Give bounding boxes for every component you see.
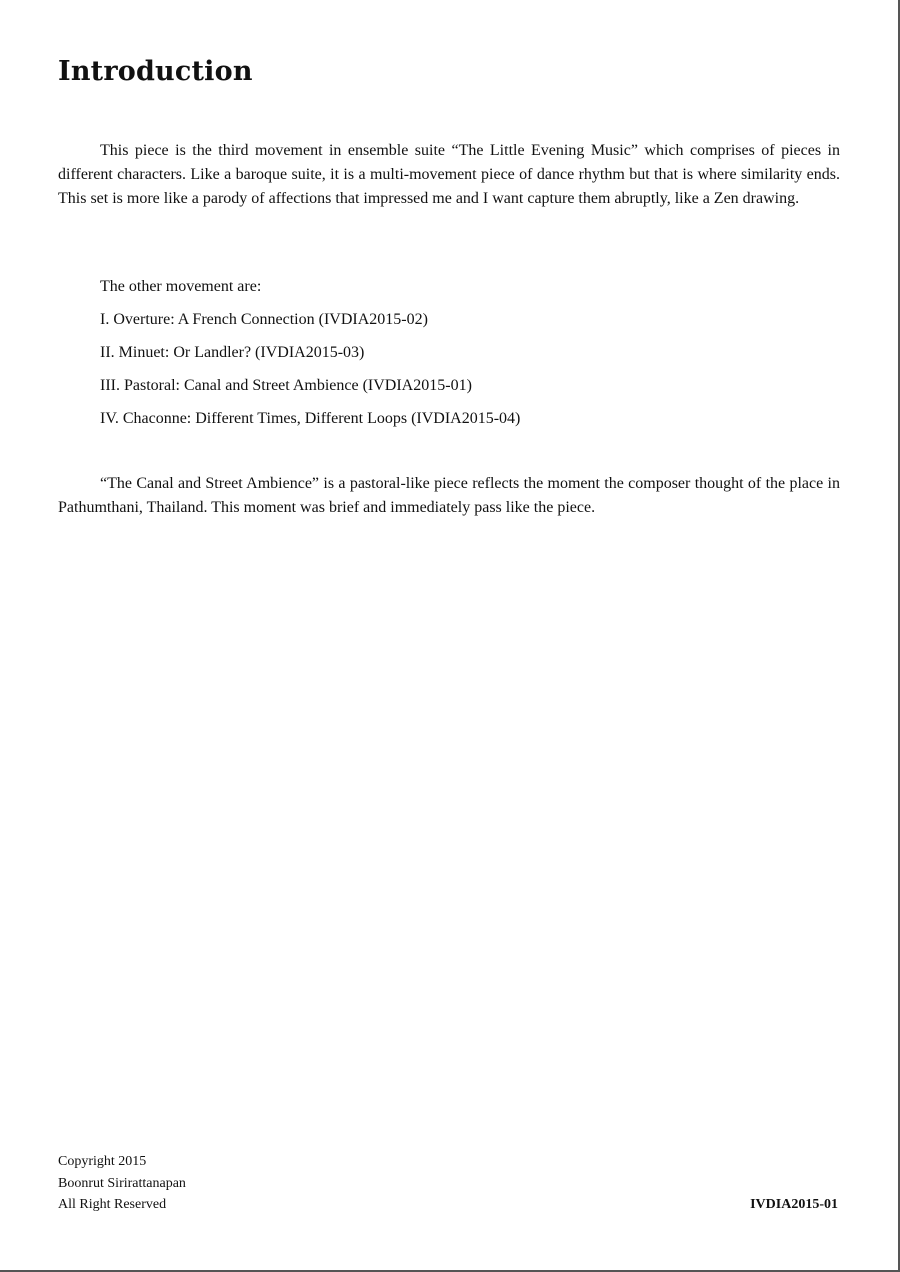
page-title: Introduction — [58, 56, 253, 87]
list-item: I. Overture: A French Connection (IVDIA2015-02) — [100, 311, 428, 328]
list-item: III. Pastoral: Canal and Street Ambience (IVDIA2015-01) — [100, 377, 472, 394]
copyright-line: Copyright 2015 — [58, 1154, 147, 1169]
rights-line: All Right Reserved — [58, 1197, 167, 1212]
list-item: II. Minuet: Or Landler? (IVDIA2015-03) — [100, 344, 365, 361]
list-item: IV. Chaconne: Different Times, Different Loops (IVDIA2015-04) — [100, 410, 521, 427]
movements-intro: The other movement are: — [100, 278, 262, 295]
description-paragraph: “The Canal and Street Ambience” is a pastoral-like piece reflects the moment the composer thought of the place in Pathumthani, Thailand. This moment was brief and immediately pass like the piece. — [58, 475, 840, 516]
copyright-block — [58, 1151, 186, 1216]
author-name: Boonrut Sirirattanapan — [58, 1175, 186, 1191]
movement-list — [100, 308, 520, 440]
catalog-number: IVDIA2015-01 — [750, 1197, 838, 1212]
intro-paragraph: This piece is the third movement in ensemble suite “The Little Evening Music” which comprises of pieces in different characters. Like a baroque suite, it is a multi-movement piece of dance rhythm but that is where similarity ends. This set is more like a parody of affections that impressed me and I want capture them abruptly, like a Zen drawing. — [58, 142, 840, 207]
